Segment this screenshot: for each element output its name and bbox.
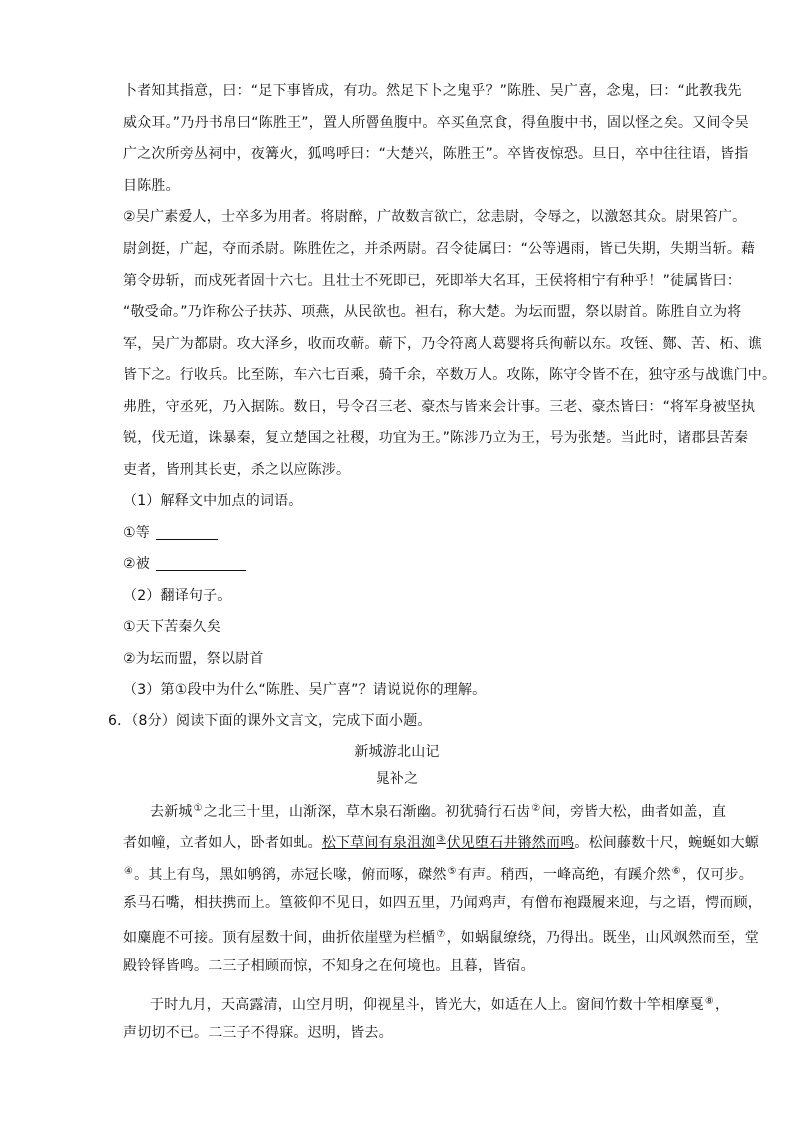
passage-b-line8: 声切切不已。二三子不得寐。迟明，皆去。 bbox=[123, 1025, 393, 1041]
footnote-marker: ② bbox=[531, 803, 541, 814]
footnote-marker: ⑦ bbox=[436, 929, 446, 940]
footnote-marker: ① bbox=[193, 803, 203, 814]
answer-blank-1b[interactable] bbox=[156, 556, 246, 571]
passage-a-p1-line1: 卜者知其指意，曰：“足下事皆成，有功。然足下卜之鬼乎？”陈胜、吴广喜，念鬼，曰：“此教我先 bbox=[123, 83, 742, 99]
passage-a-p1-line4: 目陈胜。 bbox=[123, 178, 180, 194]
passage-b-line6: 殿铃铎皆鸣。二三子相顾而惊，不知身之在何境也。且暮，皆宿。 bbox=[123, 958, 535, 974]
passage-b-line5 bbox=[123, 925, 759, 948]
passage-b-line3 bbox=[123, 862, 753, 885]
underlined-sentence: 伏见堕石井锵然而鸣 bbox=[446, 835, 575, 851]
question-2: （2）翻译句子。 bbox=[123, 588, 232, 604]
question-2a: ①天下苦秦久矣 bbox=[123, 619, 221, 635]
text-span: ，如蜗鼠缭绕，乃得出。既坐，山风飒然而至，堂 bbox=[446, 930, 759, 946]
passage-a-p2-line6: 皆下之。行收兵。比至陈，车六七百乘，骑千余，卒数万人。攻陈，陈守令皆不在，独守丞与战谯门中。 bbox=[123, 367, 777, 383]
passage-b-line2 bbox=[123, 830, 759, 853]
passage-b-line1 bbox=[150, 799, 726, 822]
passage-b-line4: 系马石嘴，相扶携而上。篁筱仰不见日，如四五里，乃闻鸡声，有僧布袍蹑履来迎，与之语，愕而顾， bbox=[123, 895, 762, 911]
text-span: ， bbox=[714, 997, 730, 1013]
question-3: （3）第①段中为什么“陈胜、吴广喜”？请说说你的理解。 bbox=[123, 682, 487, 698]
passage-a-p2-line4: “敬受命。”乃诈称公子扶苏、项燕，从民欲也。袒右，称大楚。为坛而盟，祭以尉首。陈胜自立为将 bbox=[123, 304, 742, 320]
footnote-marker: ⑥ bbox=[671, 866, 681, 877]
question-2b: ②为坛而盟，祭以尉首 bbox=[123, 651, 264, 667]
passage-a-p1-line2: 威众耳。”乃丹书帛曰“陈胜王”，置人所罾鱼腹中。卒买鱼烹食，得鱼腹中书，固以怪之矣。又间令吴 bbox=[123, 115, 749, 131]
question-1a-label: ①等 bbox=[123, 525, 150, 541]
text-span: ，仅可步。 bbox=[681, 867, 753, 883]
underlined-sentence: 松下草间有泉沮洳 bbox=[321, 835, 436, 851]
text-span: 如麋鹿不可接。顶有屋数十间，曲折依崖壁为栏楯 bbox=[123, 930, 436, 946]
passage-b-author: 晁补之 bbox=[375, 771, 419, 787]
text-span: 去新城 bbox=[150, 804, 193, 820]
question-1: （1）解释文中加点的词语。 bbox=[123, 493, 303, 509]
item-6-heading: 6．（8分）阅读下面的课外文言文，完成下面小题。 bbox=[108, 713, 432, 729]
passage-a-p2-line1: ②吴广素爱人，士卒多为用者。将尉醉，广故数言欲亡，忿恚尉，令辱之，以激怒其众。尉果笞广。 bbox=[123, 209, 747, 225]
passage-a-p2-line7: 弗胜，守丞死，乃入据陈。数日，号令召三老、豪杰与皆来会计事。三老、豪杰皆曰：“将军身被坚执 bbox=[123, 399, 756, 415]
text-span: 。松间藤数十尺，蜿蜒如大螈 bbox=[574, 835, 760, 851]
footnote-marker: ④ bbox=[124, 866, 134, 877]
passage-a-p1-line3: 广之次所旁丛祠中，夜篝火，狐鸣呼曰：“大楚兴，陈胜王”。卒皆夜惊恐。旦日，卒中往往语，皆指 bbox=[123, 146, 749, 162]
question-1b bbox=[123, 554, 246, 574]
text-span: 。其上有鸟，黑如鸲鹆，赤冠长喙，俯而啄，磔然 bbox=[134, 867, 447, 883]
footnote-marker: ⑧ bbox=[704, 996, 714, 1007]
text-span: 之北三十里，山渐深，草木泉石渐幽。初犹骑行石齿 bbox=[203, 804, 531, 820]
passage-b-title: 新城游北山记 bbox=[354, 744, 440, 760]
text-span: 有声。稍西，一峰高绝，有蹊介然 bbox=[457, 867, 671, 883]
passage-a-p2-line8: 锐，伐无道，诛暴秦，复立楚国之社稷，功宜为王。”陈涉乃立为王，号为张楚。当此时，诸郡县苦秦 bbox=[123, 430, 749, 446]
footnote-marker: ③ bbox=[436, 834, 446, 845]
text-span: 于时九月，天高露清，山空月明，仰视星斗，皆光大，如适在人上。窗间竹数十竿相摩戛 bbox=[150, 997, 704, 1013]
passage-a-p2-line5: 军，吴广为都尉。攻大泽乡，收而攻蕲。蕲下，乃令符离人葛婴将兵徇蕲以东。攻铚、酂、苦、柘、谯 bbox=[123, 336, 762, 352]
question-1b-label: ②被 bbox=[123, 556, 150, 572]
passage-a-p2-line9: 吏者，皆刑其长吏，杀之以应陈涉。 bbox=[123, 462, 351, 478]
text-span: 者如幢，立者如人，卧者如虬。 bbox=[123, 835, 322, 851]
text-span: 间，旁皆大松，曲者如盖，直 bbox=[541, 804, 727, 820]
footnote-marker: ⑤ bbox=[447, 866, 457, 877]
passage-a-p2-line3: 第令毋斩，而戍死者固十六七。且壮士不死即已，死即举大名耳，王侯将相宁有种乎！”徒属皆曰： bbox=[123, 273, 742, 289]
passage-b-line7 bbox=[150, 992, 729, 1015]
question-1a bbox=[123, 523, 218, 543]
passage-a-p2-line2: 尉剑挺，广起，夺而杀尉。陈胜佐之，并杀两尉。召令徒属曰：“公等遇雨，皆已失期，失期当斩。藉 bbox=[123, 241, 756, 257]
answer-blank-1a[interactable] bbox=[156, 525, 218, 540]
